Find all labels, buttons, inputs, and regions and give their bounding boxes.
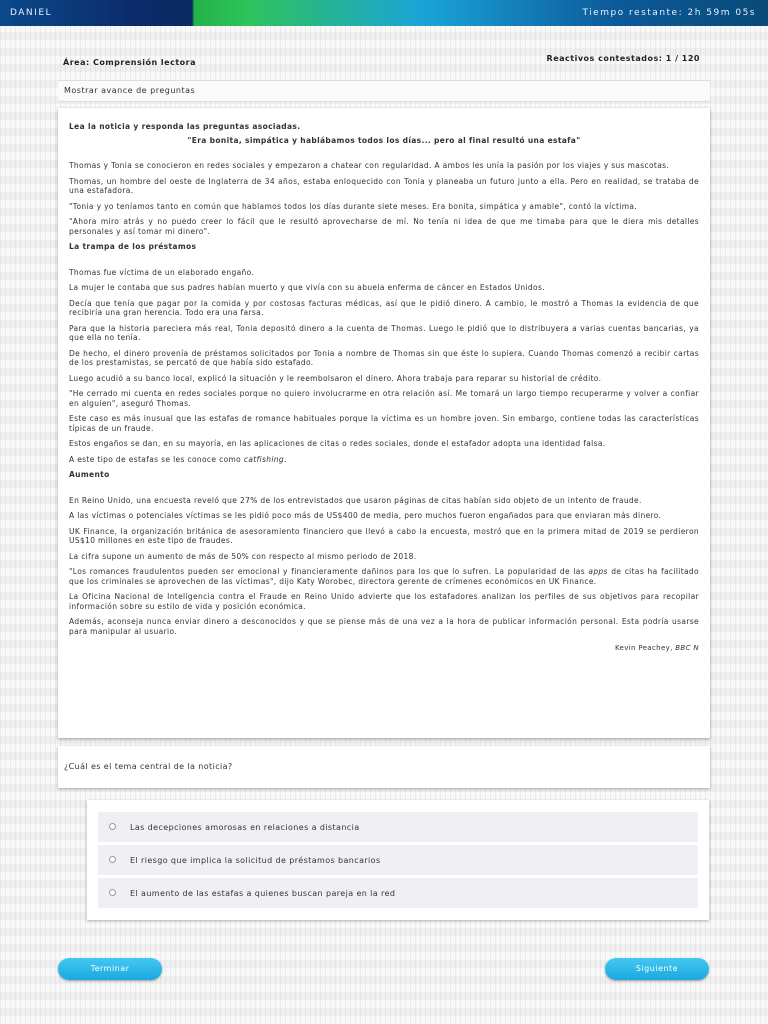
article-paragraph: Decía que tenía que pagar por la comida y por costosas facturas médicas, así que le pidió dinero. A cambio, le mostró a Thomas la evidencia de que recibiría una gran herencia. Todo era una farsa. — [69, 298, 699, 317]
article-subtitle: Aumento — [69, 470, 110, 479]
article-paragraph: Este caso es más inusual que las estafas de romance habituales porque la víctima es un hombre joven. Sin embargo, contiene todas las características típicas de un fraude. — [69, 414, 699, 433]
article-paragraph-catfishing: A este tipo de estafas se les conoce como catfishing. — [69, 454, 287, 464]
answer-option-label: Las decepciones amorosas en relaciones a distancia — [130, 823, 360, 832]
answered-count: Reactivos contestados: 1 / 120 — [546, 54, 700, 63]
article-paragraph: Además, aconseja nunca enviar dinero a desconocidos y que se piense más de una vez a la hora de publicar información personal. Esta podría usarse para manipular al usuario. — [69, 617, 699, 636]
question-prompt: ¿Cuál es el tema central de la noticia? — [58, 746, 710, 788]
article-paragraph: En Reino Unido, una encuesta reveló que 27% de los entrevistados que usaron páginas de citas habían sido objeto de un intento de fraude. — [69, 495, 642, 505]
article-paragraph: Thomas, un hombre del oeste de Inglaterra de 34 años, estaba enloquecido con Tonia y planeaba un futuro junto a ella. Pero en realidad, se trataba de una estafadora. — [69, 176, 699, 195]
article-paragraph-quote: "Los romances fraudulentos pueden ser emocional y financieramente dañinos para los que lo sufren. La popularidad de las apps de citas ha facilitado que los criminales se aprovechen de las víctimas", dijo Katy Worobec, directora gerente de crímenes económicos en UK Finance. — [69, 567, 699, 586]
answer-option-b[interactable] — [98, 845, 698, 875]
reading-instruction: Lea la noticia y responda las preguntas asociadas. — [69, 122, 301, 131]
article-paragraph: "He cerrado mi cuenta en redes sociales porque no quiero involucrarme en otra relación así. Me tomará un largo tiempo recuperarme y volver a confiar en alguien", aseguró Thomas. — [69, 389, 699, 408]
radio-button-icon[interactable] — [109, 823, 116, 830]
finish-button[interactable]: Terminar — [58, 958, 162, 980]
answer-option-a[interactable] — [98, 812, 698, 842]
article-paragraph: Estos engaños se dan, en su mayoría, en las aplicaciones de citas o redes sociales, donde el estafador adopta una identidad falsa. — [69, 439, 606, 448]
answer-option-label: El riesgo que implica la solicitud de préstamos bancarios — [130, 856, 381, 865]
article-paragraph: De hecho, el dinero provenía de préstamos solicitados por Tonia a nombre de Thomas sin que éste lo supiera. Cuando Thomas comenzó a recibir cartas de los prestamistas, se percató de que había sido estafado. — [69, 348, 699, 367]
show-progress-label: Mostrar avance de preguntas — [64, 86, 196, 95]
answer-options — [87, 800, 709, 920]
radio-button-icon[interactable] — [109, 856, 116, 863]
answer-option-label: El aumento de las estafas a quienes buscan pareja en la red — [130, 889, 396, 898]
user-name: DANIEL — [10, 8, 53, 18]
exam-header — [58, 54, 710, 70]
time-remaining: Tiempo restante: 2h 59m 05s — [582, 8, 756, 18]
article-paragraph: Para que la historia pareciera más real, Tonia depositó dinero a la cuenta de Thomas. Luego le pidió que lo distribuyera a varias cuentas bancarias, ya que ella no tenía. — [69, 323, 699, 342]
area-label: Área: Comprensión lectora — [63, 58, 196, 67]
article-paragraph: La Oficina Nacional de Inteligencia contra el Fraude en Reino Unido advierte que los estafadores analizan los perfiles de sus objetivos para recopilar información sobre su estilo de vida y posición económica. — [69, 592, 699, 611]
article-title: "Era bonita, simpática y hablábamos todos los días... pero al final resultó una estafa" — [187, 135, 581, 145]
radio-button-icon[interactable] — [109, 889, 116, 896]
article-paragraph: A las víctimas o potenciales víctimas se les pidió poco más de US$400 de media, pero muchos fueron engañados para que enviaran más dinero. — [69, 511, 662, 520]
article-paragraph: "Tonia y yo teníamos tanto en común que hablamos todos los días durante siete meses. Era bonita, simpática y amable", contó la víctima. — [69, 201, 638, 211]
top-bar — [0, 0, 768, 26]
article-paragraph: "Ahora miro atrás y no puedo creer lo fácil que le resultó aprovecharse de mí. No tenía ni idea de que me timaba para que le diera mis detalles personales y así tomar mi dinero". — [69, 217, 699, 236]
article-paragraph: Thomas y Tonia se conocieron en redes sociales y empezaron a chatear con regularidad. A ambos les unía la pasión por los viajes y sus mascotas. — [69, 161, 670, 170]
article-paragraph: La mujer le contaba que sus padres habían muerto y que vivía con su abuela enferma de cáncer en Estados Unidos. — [69, 283, 545, 292]
show-progress-toggle[interactable] — [58, 80, 710, 102]
article-paragraph: Luego acudió a su banco local, explicó la situación y le reembolsaron el dinero. Ahora trabaja para reparar su historial de crédito. — [69, 373, 602, 383]
next-button[interactable]: Siguiente — [605, 958, 709, 980]
article-credit: Kevin Peachey, BBC N — [614, 644, 699, 652]
answer-option-c[interactable] — [98, 878, 698, 908]
article-paragraph: UK Finance, la organización británica de asesoramiento financiero que llevó a cabo la encuesta, mostró que en la primera mitad de 2019 se perdieron US$10 millones en este tipo de fraudes. — [69, 526, 699, 545]
article-paragraph: La cifra supone un aumento de más de 50% con respecto al mismo periodo de 2018. — [69, 551, 417, 561]
article-subtitle: La trampa de los préstamos — [69, 242, 197, 251]
reading-passage — [58, 108, 710, 738]
article-paragraph: Thomas fue víctima de un elaborado engaño. — [69, 267, 255, 277]
